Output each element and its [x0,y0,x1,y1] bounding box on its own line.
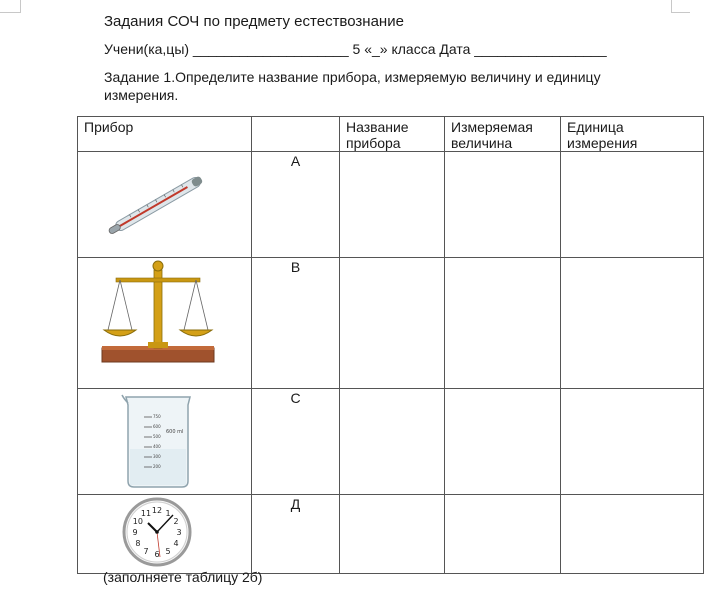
row-letter: А [252,152,340,258]
answer-quantity-cell[interactable] [445,152,561,258]
header-unit: Единица измерения [561,117,704,152]
task-text: .Определите название прибора, измеряемую величину и единицу измерения. [104,69,601,103]
row-letter: В [252,258,340,389]
answer-quantity-cell[interactable] [445,258,561,389]
header-letter [252,117,340,152]
row-letter: С [252,389,340,495]
thermometer-icon [78,152,239,254]
header-quantity: Измеряемая величина [445,117,561,152]
answer-unit-cell[interactable] [561,495,704,574]
clock-numeral: 3 [176,528,182,537]
clock-numeral: 4 [173,539,179,548]
clock-numeral: 2 [173,517,179,526]
answer-name-cell[interactable] [340,152,445,258]
table-row [78,389,704,495]
answer-name-cell[interactable] [340,389,445,495]
clock-numeral: 10 [132,517,143,526]
task-instruction [104,68,644,104]
table-row [78,152,704,258]
beaker-mark: 600 [153,424,161,429]
task-label: Задание 1 [104,69,172,85]
student-info-line: Учени(ка,цы) ____________________ 5 «_» класса Дата _________________ [104,41,607,57]
table-row [78,495,704,574]
row-letter: Д [252,495,340,574]
clock-icon [78,495,239,570]
page-corner-mark [0,0,21,13]
header-name: Название прибора [340,117,445,152]
instrument-image-cell [78,495,252,574]
beaker-mark: 300 [153,454,161,459]
table-row [78,258,704,389]
beaker-icon [78,389,239,491]
beaker-mark: 750 [153,414,161,419]
answer-quantity-cell[interactable] [445,495,561,574]
beaker-mark: 200 [153,464,161,469]
page-title: Задания СОЧ по предмету естествознание [104,13,404,30]
answer-quantity-cell[interactable] [445,389,561,495]
balance-scale-icon [78,258,239,385]
beaker-mark: 500 [153,434,161,439]
answer-name-cell[interactable] [340,258,445,389]
instrument-image-cell [78,258,252,389]
clock-numeral: 6 [154,550,160,559]
answer-name-cell[interactable] [340,495,445,574]
clock-numeral: 1 [165,508,171,518]
beaker-mark: 400 [153,444,161,449]
clock-numeral: 12 [151,506,163,515]
clock-numeral: 7 [143,547,149,557]
footer-note: (заполняете таблицу 2б) [103,569,263,585]
instrument-image-cell [78,152,252,258]
clock-numeral: 9 [132,528,138,537]
answer-unit-cell[interactable] [561,389,704,495]
instrument-image-cell [78,389,252,495]
header-instrument: Прибор [78,117,252,152]
clock-numeral: 5 [165,547,171,557]
answer-table [77,116,704,574]
beaker-capacity: 600 ml [166,429,184,435]
page-corner-mark [671,0,690,13]
clock-numeral: 11 [140,508,152,518]
answer-unit-cell[interactable] [561,258,704,389]
clock-numeral: 8 [135,539,141,548]
table-header-row [78,117,704,152]
answer-unit-cell[interactable] [561,152,704,258]
